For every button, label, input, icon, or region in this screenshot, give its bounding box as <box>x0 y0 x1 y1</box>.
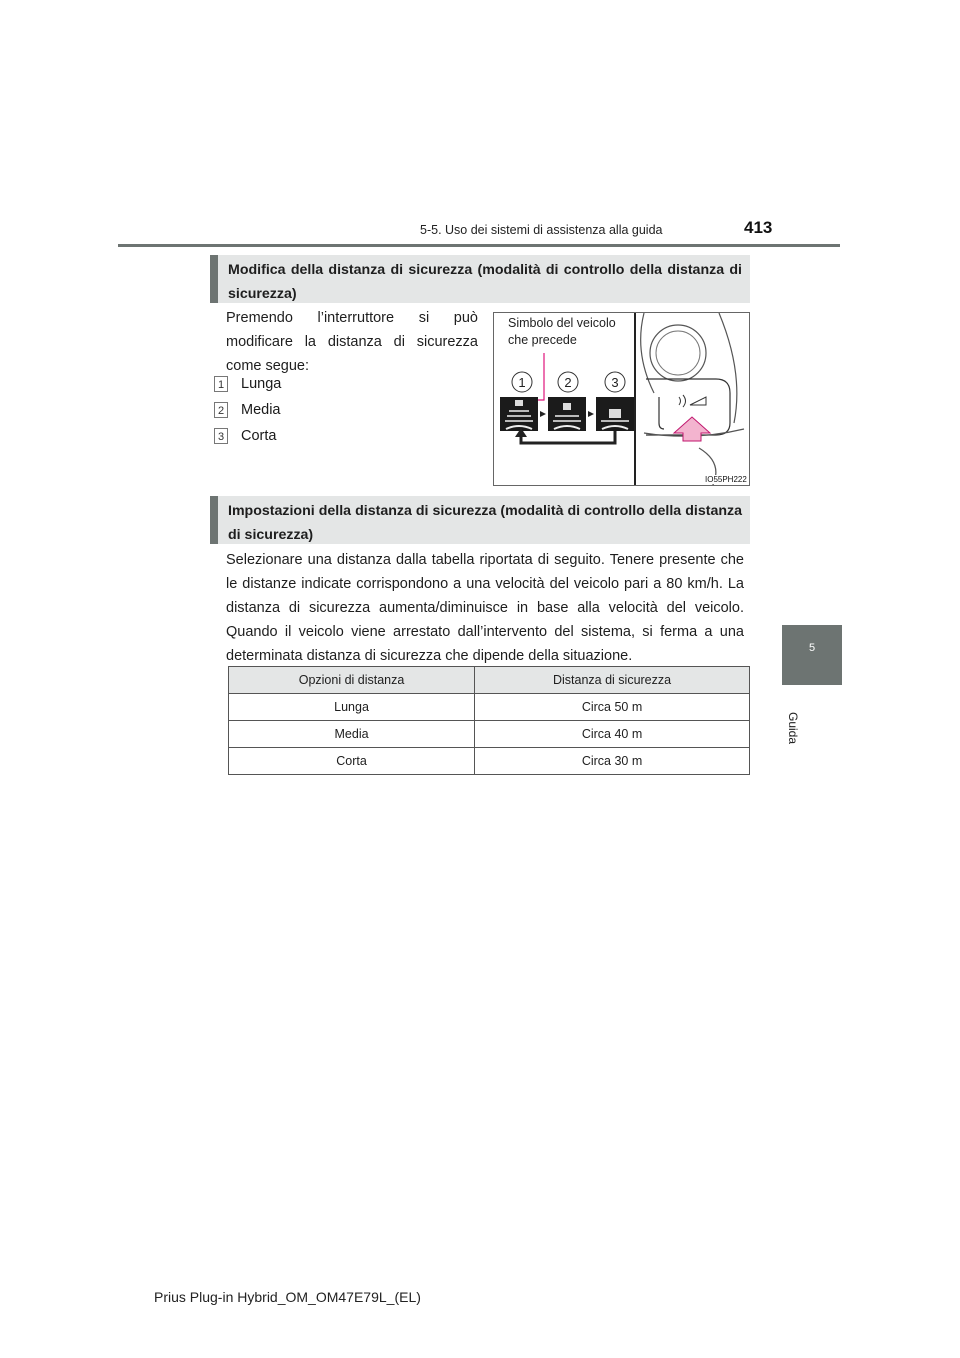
distance-table <box>228 666 750 775</box>
figure-label-line-1: Simbolo del veicolo <box>508 316 616 330</box>
step-number-1: 1 <box>214 376 228 392</box>
display-panel-long <box>500 397 538 431</box>
chapter-tab <box>782 625 842 685</box>
table-cell: Corta <box>229 748 475 775</box>
intro-text: Premendo l’interruttore si può modificare la distanza di sicurezza come segue: <box>226 310 478 374</box>
section-heading-distance-settings: Impostazioni della distanza di sicurezza (modalità di controllo della distanza di sicurezza) <box>210 496 750 544</box>
figure-code: IO55PH222 <box>705 475 747 484</box>
list-item <box>214 423 414 449</box>
page-number: 413 <box>744 218 773 237</box>
table-cell: Circa 40 m <box>475 721 750 748</box>
display-panel-medium <box>548 397 586 431</box>
table-cell: Circa 30 m <box>475 748 750 775</box>
list-item-label: Corta <box>241 428 277 444</box>
running-header-section: 5-5. Uso dei sistemi di assistenza alla guida <box>420 223 663 237</box>
table-header-row <box>229 667 750 694</box>
header-rule <box>118 244 840 247</box>
distance-options-list <box>214 371 414 449</box>
list-item <box>214 397 414 423</box>
display-panel-short <box>596 397 634 431</box>
table-row <box>229 721 750 748</box>
figure-label-line-2: che precede <box>508 333 577 347</box>
step-number-3: 3 <box>214 428 228 444</box>
table-cell: Lunga <box>229 694 475 721</box>
document-footer: Prius Plug-in Hybrid_OM_OM47E79L_(EL) <box>154 1289 421 1305</box>
column-header-distance: Distanza di sicurezza <box>475 667 750 694</box>
callout-1: 1 <box>518 375 526 390</box>
table-cell: Circa 50 m <box>475 694 750 721</box>
settings-paragraph: Selezionare una distanza dalla tabella riportata di seguito. Tenere presente che le distanze indicate corrispondono a una velocità del veicolo pari a 80 km/h. La distanza di sicurezza aumenta/diminuisce in base alla velocità del veicolo. Quando il veicolo viene arrestato dall’intervento del sistema, si ferma a una determinata distanza di sicurezza che dipende della situazione. <box>226 552 744 664</box>
column-header-options: Opzioni di distanza <box>229 667 475 694</box>
table-cell: Media <box>229 721 475 748</box>
section-heading-distance-change: Modifica della distanza di sicurezza (modalità di controllo della distanza di sicurezza) <box>210 255 750 303</box>
list-item-label: Media <box>241 402 281 418</box>
chapter-label: Guida <box>786 712 800 745</box>
callout-2: 2 <box>564 375 572 390</box>
leading-vehicle-symbol-label <box>508 315 616 349</box>
table-row <box>229 748 750 775</box>
list-item <box>214 371 414 397</box>
table-row <box>229 694 750 721</box>
callout-3: 3 <box>611 375 619 390</box>
list-item-label: Lunga <box>241 376 282 392</box>
chapter-number: 5 <box>808 642 816 654</box>
step-number-2: 2 <box>214 402 228 418</box>
